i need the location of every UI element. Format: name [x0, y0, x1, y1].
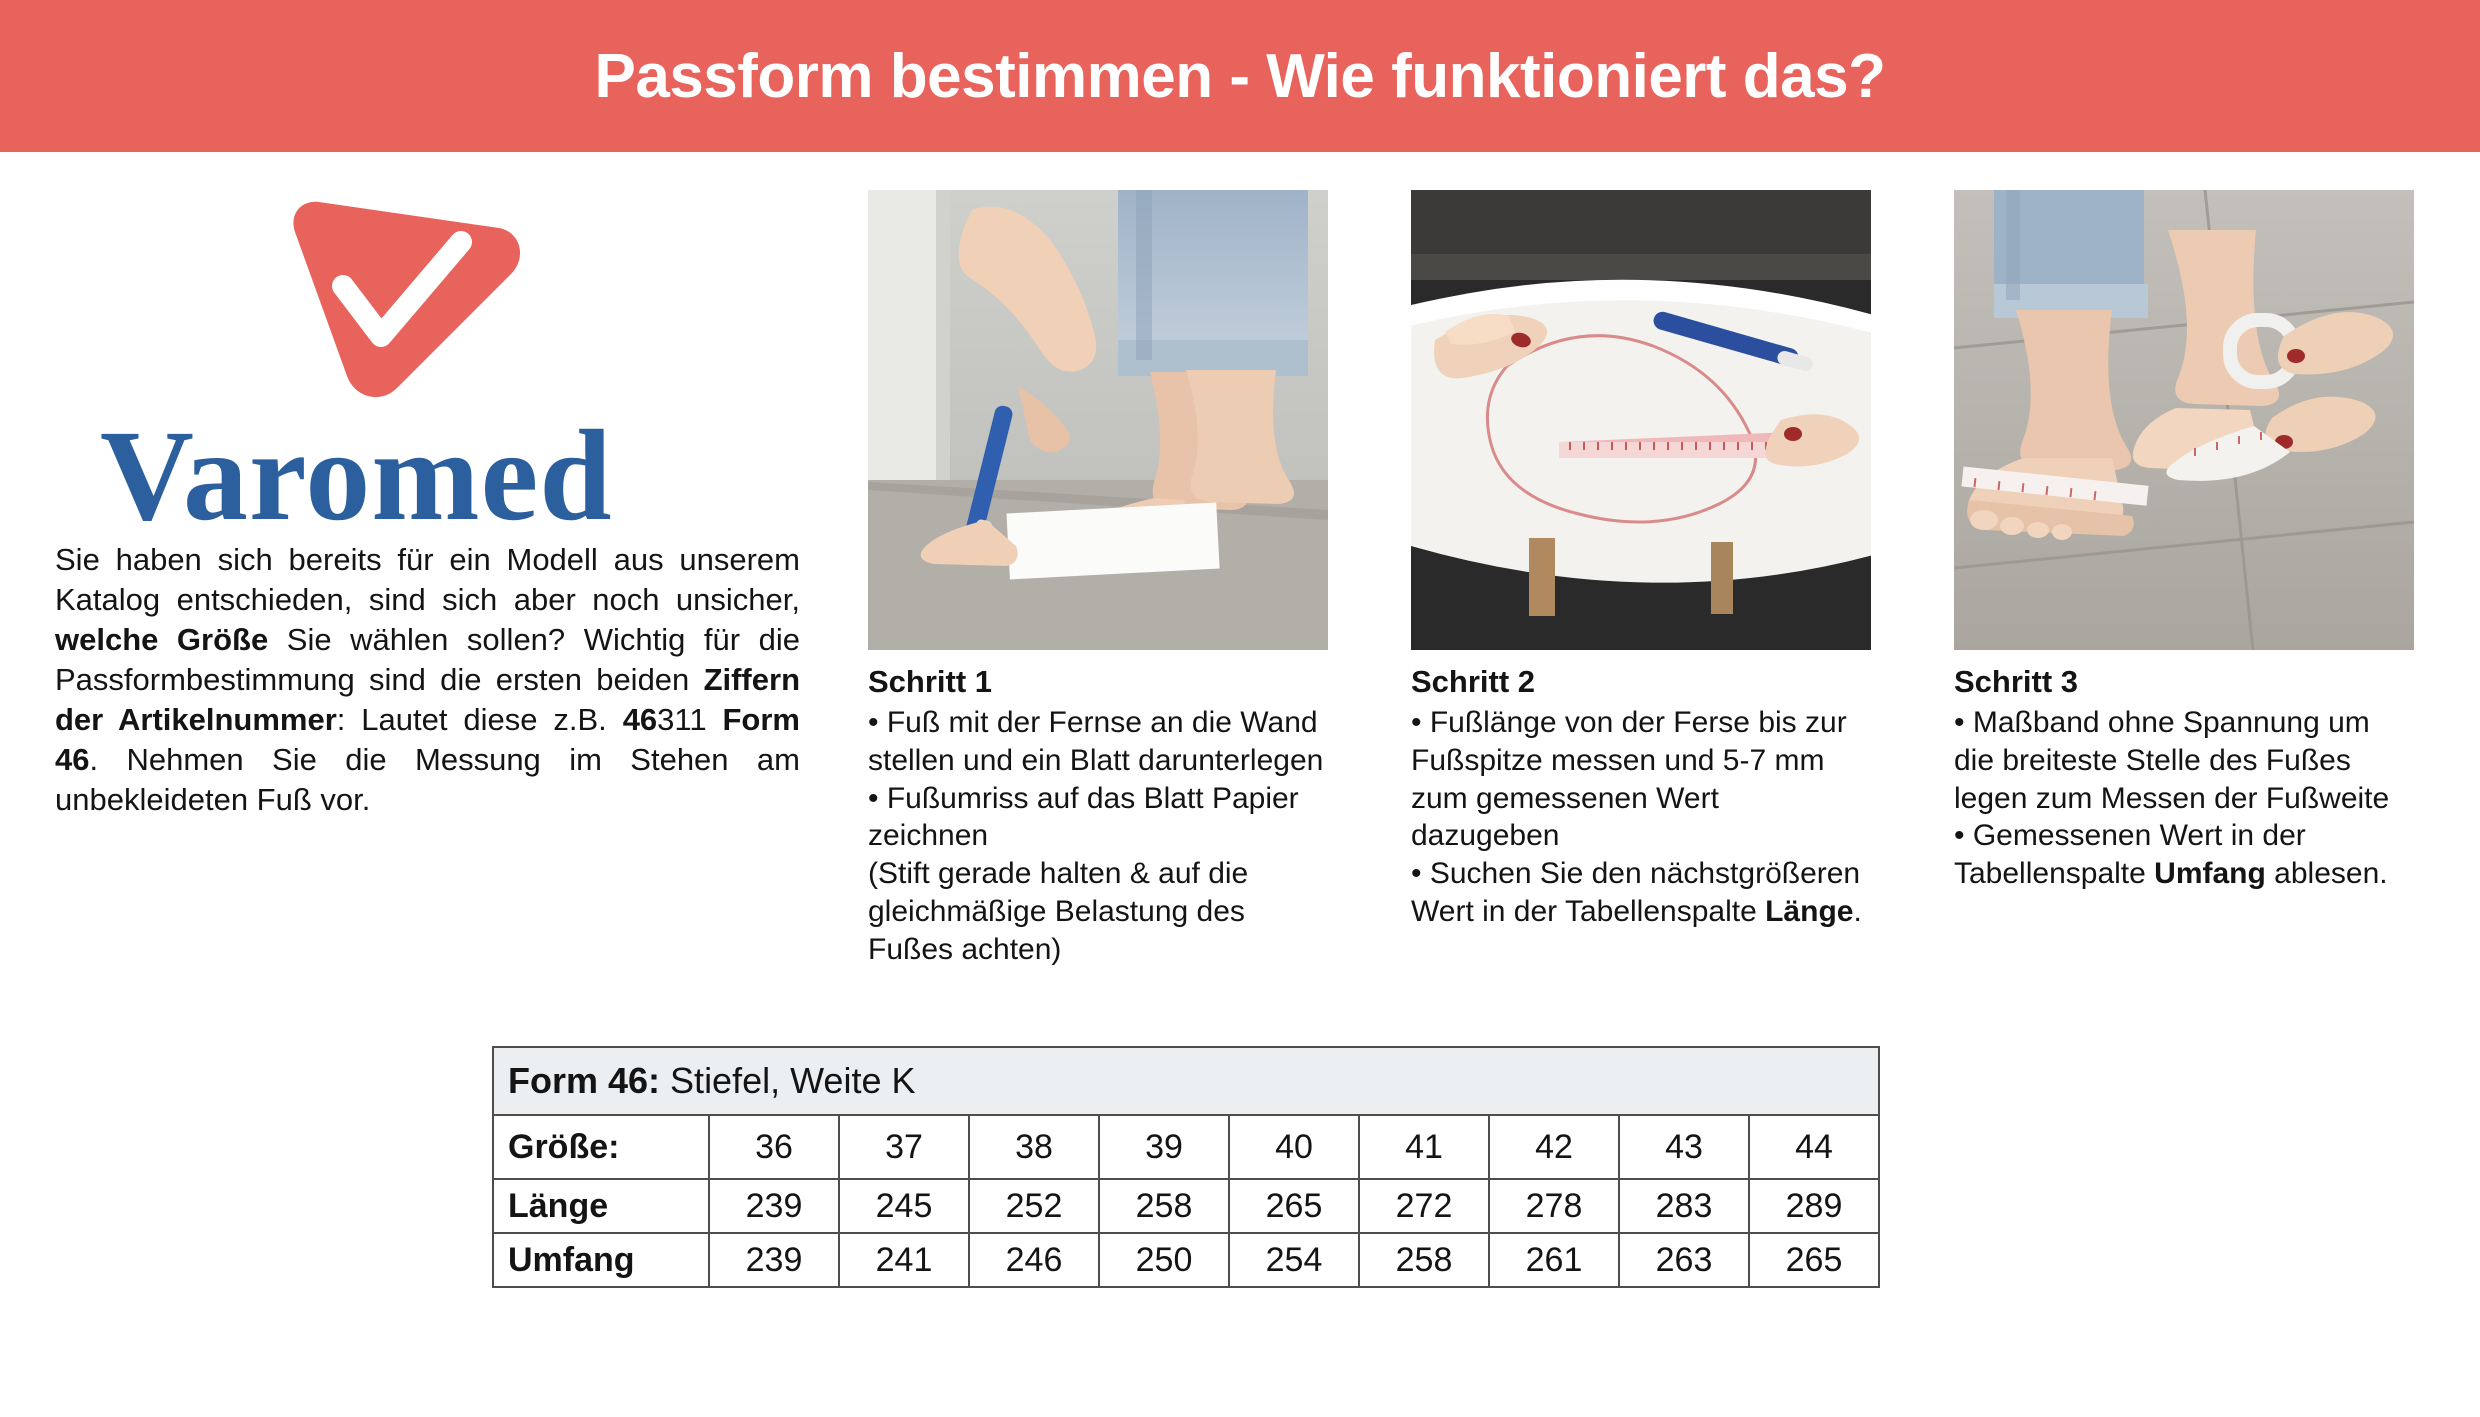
step-3	[1954, 190, 2414, 969]
umfang-cell: 258	[1359, 1233, 1489, 1287]
step-3-photo	[1954, 190, 2414, 650]
table-caption-bold: Form 46:	[508, 1060, 661, 1101]
row-label-size: Größe:	[493, 1115, 709, 1179]
laenge-cell: 252	[969, 1179, 1099, 1233]
row-label-laenge: Länge	[493, 1179, 709, 1233]
laenge-cell: 258	[1099, 1179, 1229, 1233]
step-3-title: Schritt 3	[1954, 664, 2079, 699]
size-cell: 37	[839, 1115, 969, 1179]
table-caption-rest: Stiefel, Weite K	[660, 1060, 916, 1101]
step-3-body: • Maßband ohne Spannung um die breiteste Stelle des Fußes legen zum Messen der Fußweite • Gemessenen Wert in der Tabellenspalte Umfang ablesen.	[1954, 706, 2390, 891]
size-cell: 44	[1749, 1115, 1879, 1179]
umfang-cell: 246	[969, 1233, 1099, 1287]
table-row-laenge	[493, 1179, 1879, 1233]
umfang-cell: 250	[1099, 1233, 1229, 1287]
umfang-cell: 263	[1619, 1233, 1749, 1287]
step-2	[1411, 190, 1871, 969]
size-cell: 40	[1229, 1115, 1359, 1179]
table-row-umfang	[493, 1233, 1879, 1287]
size-table	[492, 1046, 1880, 1288]
page-title: Passform bestimmen - Wie funktioniert das?	[594, 41, 1886, 111]
size-cell: 36	[709, 1115, 839, 1179]
laenge-cell: 278	[1489, 1179, 1619, 1233]
table-row-size	[493, 1115, 1879, 1179]
umfang-cell: 239	[709, 1233, 839, 1287]
umfang-cell: 261	[1489, 1233, 1619, 1287]
table-caption-row	[493, 1047, 1879, 1115]
size-cell: 43	[1619, 1115, 1749, 1179]
intro-paragraph: Sie haben sich bereits für ein Modell aus unserem Katalog entschieden, sind sich aber noch unsicher, welche Größe Sie wählen sollen? Wichtig für die Passformbestimmung sind die ersten beiden Ziffern der Artikelnummer: Lautet diese z.B. 46311 Form 46. Nehmen Sie die Messung im Stehen am unbekleideten Fuß vor.	[55, 542, 800, 817]
step-2-body: • Fußlänge von der Ferse bis zur Fußspitze messen und 5-7 mm zum gemessenen Wert dazugeben • Suchen Sie den nächstgrößeren Wert in der Tabellenspalte Länge.	[1411, 706, 1862, 928]
laenge-cell: 272	[1359, 1179, 1489, 1233]
size-cell: 41	[1359, 1115, 1489, 1179]
step-1-body: • Fuß mit der Fernse an die Wand stellen und ein Blatt darunterlegen • Fußumriss auf das Blatt Papier zeichnen (Stift gerade halten & auf die gleichmäßige Belastung des Fußes achten)	[868, 706, 1324, 966]
laenge-cell: 239	[709, 1179, 839, 1233]
size-cell: 42	[1489, 1115, 1619, 1179]
laenge-cell: 289	[1749, 1179, 1879, 1233]
step-1-photo	[868, 190, 1328, 650]
table-caption-cell	[493, 1047, 1879, 1115]
size-table-body	[493, 1047, 1879, 1287]
row-label-umfang: Umfang	[493, 1233, 709, 1287]
umfang-cell: 254	[1229, 1233, 1359, 1287]
page-header	[0, 0, 2480, 152]
laenge-cell: 283	[1619, 1179, 1749, 1233]
steps-row	[868, 190, 2428, 969]
umfang-cell: 241	[839, 1233, 969, 1287]
brand-logo-block	[100, 190, 845, 548]
step-2-photo	[1411, 190, 1871, 650]
checkmark-triangle-logo-icon	[285, 190, 525, 405]
laenge-cell: 265	[1229, 1179, 1359, 1233]
step-2-title: Schritt 2	[1411, 664, 1536, 699]
brand-and-intro-column	[55, 190, 845, 820]
size-cell: 38	[969, 1115, 1099, 1179]
laenge-cell: 245	[839, 1179, 969, 1233]
umfang-cell: 265	[1749, 1233, 1879, 1287]
step-1-title: Schritt 1	[868, 664, 993, 699]
brand-name: Varomed	[100, 404, 613, 548]
step-1	[868, 190, 1328, 969]
size-cell: 39	[1099, 1115, 1229, 1179]
